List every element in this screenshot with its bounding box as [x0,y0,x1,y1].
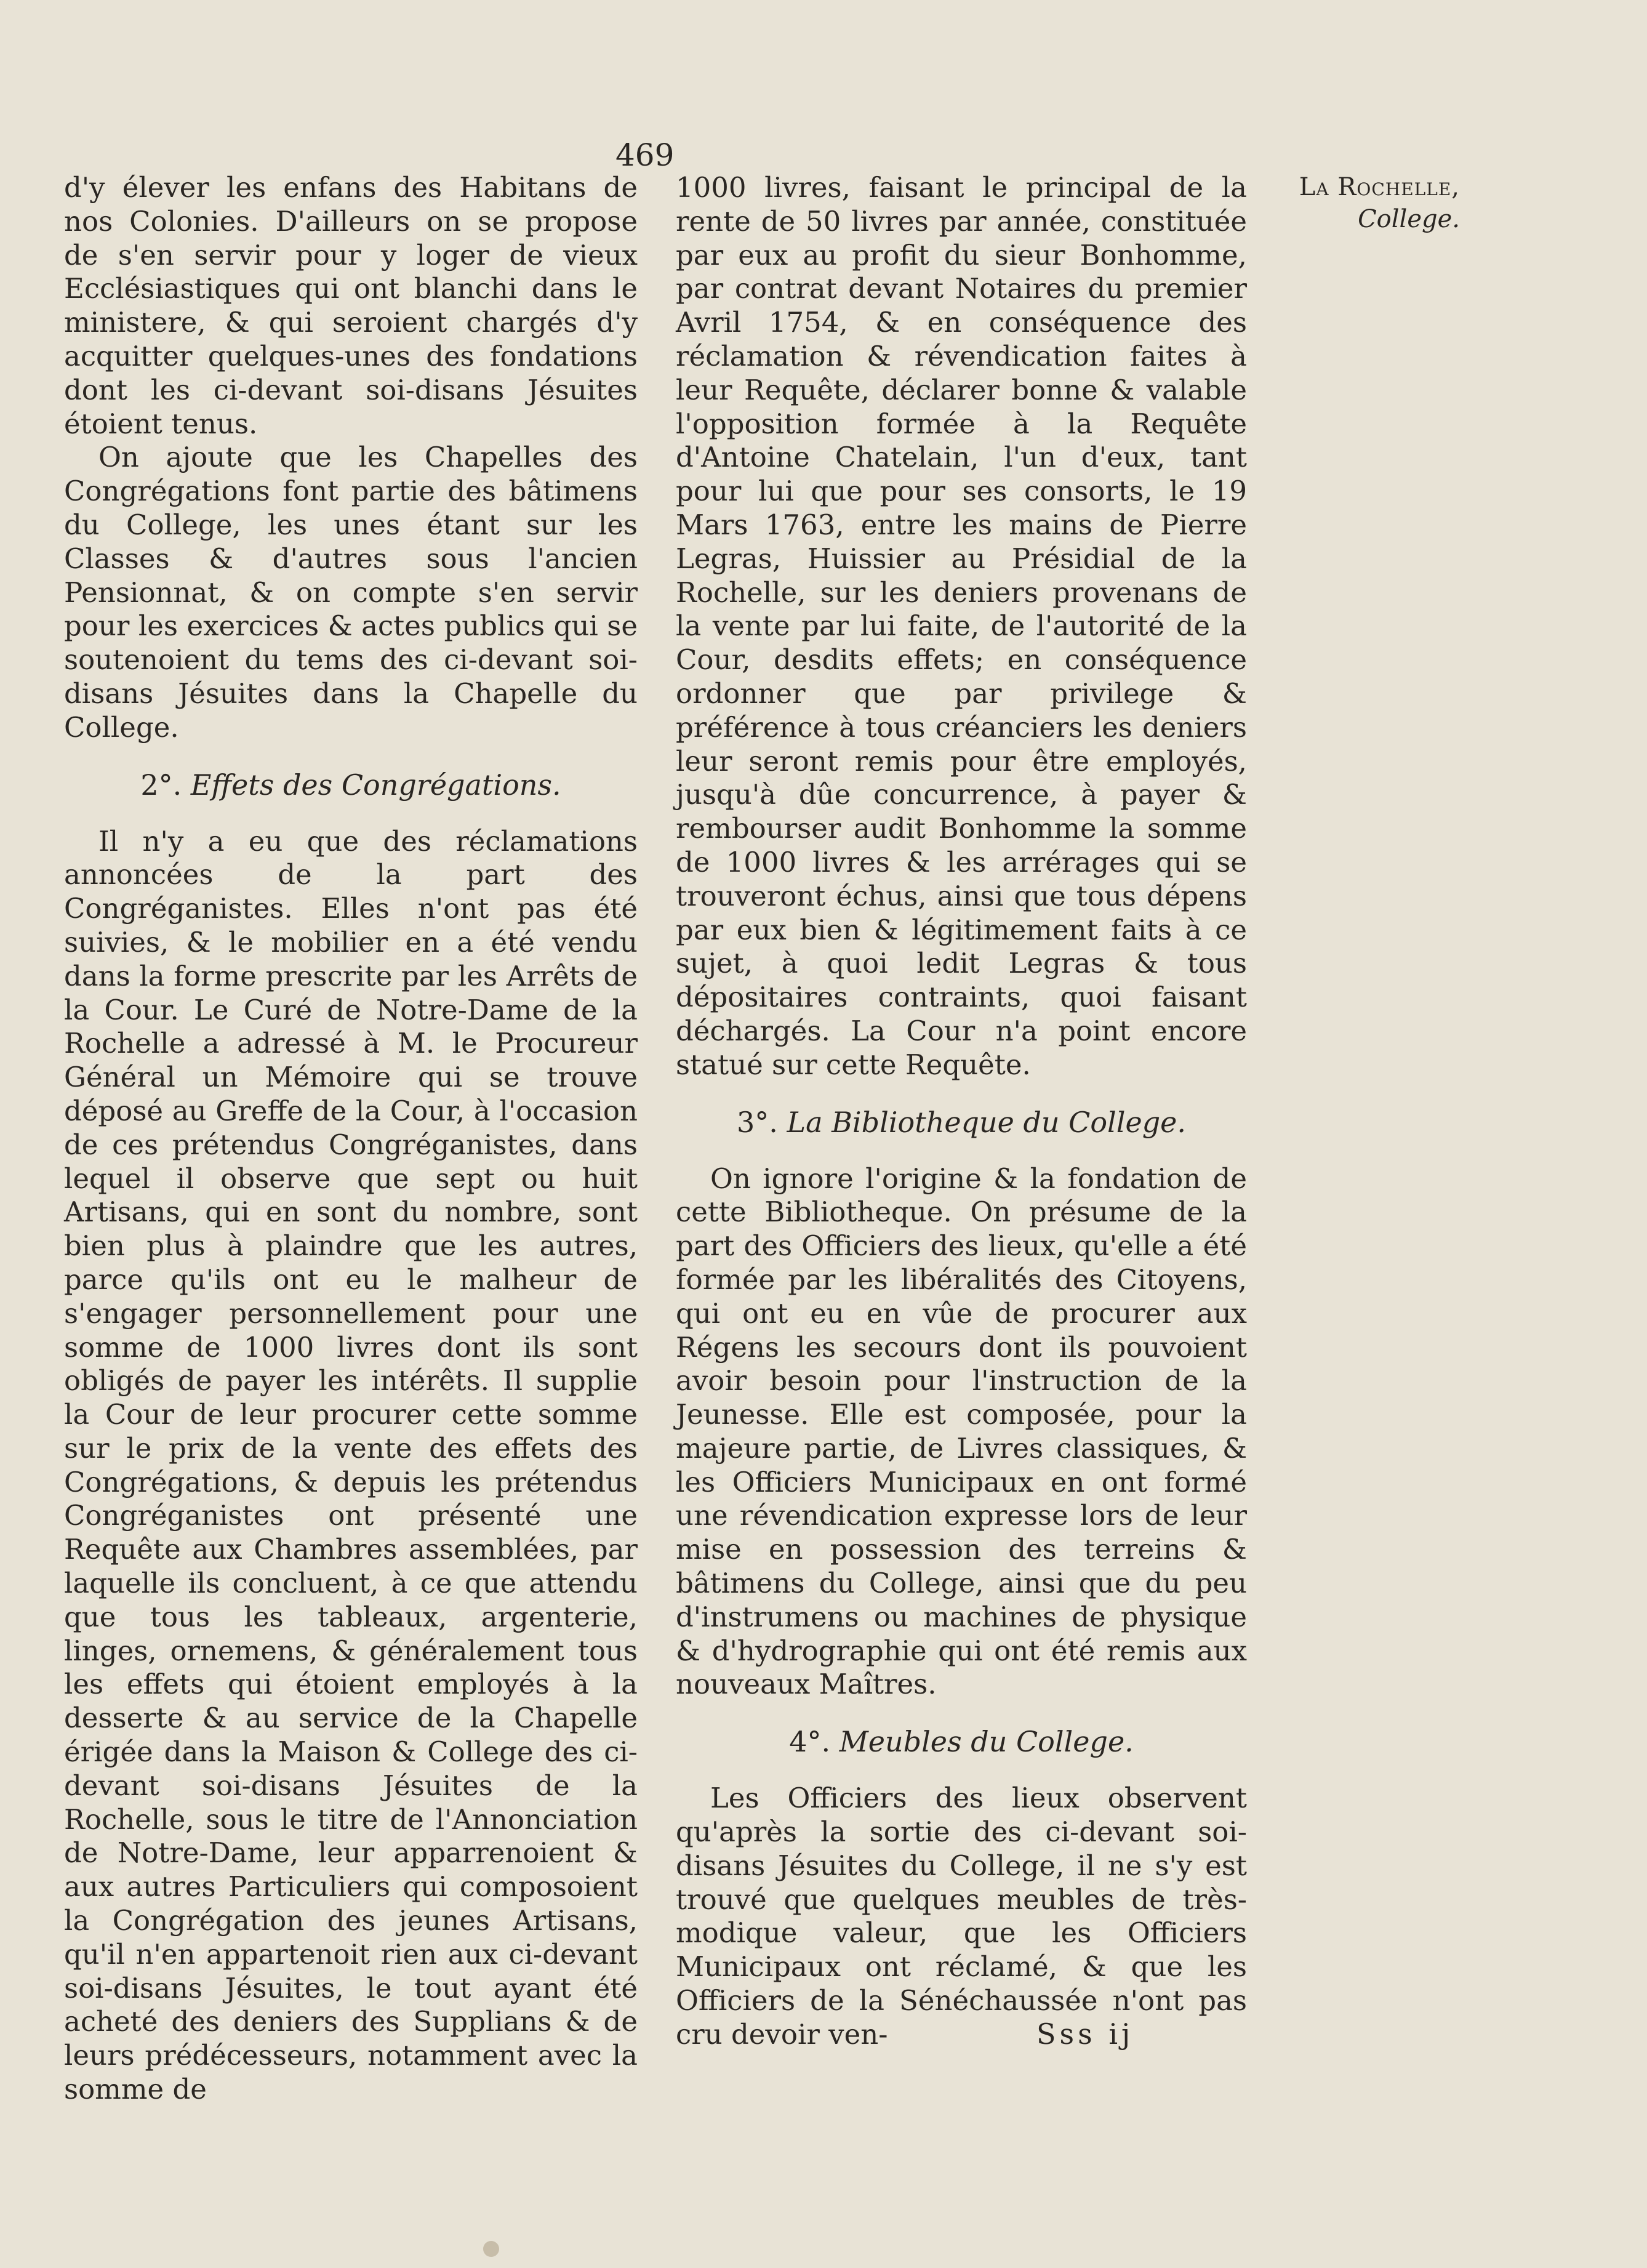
heading-title: Effets des Congrégations. [190,768,561,802]
section-heading-2 [64,763,638,806]
paragraph: On ignore l'origine & la fondation de cette Bibliotheque. On présume de la part des Officiers des lieux, qu'elle a été formée par les libéralités des Citoyens, qui ont eu en vûe de procurer aux Régens les secours dont ils pouvoient avoir besoin pour l'instruction de la Jeunesse. Elle est composée, pour la majeure partie, de Livres classiques, & les Officiers Municipaux en ont formé une révendication expresse lors de leur mise en possession des terreins & bâtimens du College, ainsi que du peu d'instrumens ou machines de physique & d'hydrographie qui ont été remis aux nouveaux Maîtres. [676,1162,1247,1701]
page-number: 469 [615,137,675,173]
right-column [676,171,1247,2052]
paragraph: On ajoute que les Chapelles des Congrégations font partie des bâtimens du College, les unes étant sur les Classes & d'autres sous l'ancien Pensionnat, & on compte s'en servir pour les exercices & actes publics qui se soutenoient du tems des ci-devant soi-disans Jésuites dans la Chapelle du College. [64,441,638,744]
left-column [64,171,638,2107]
paragraph: Il n'y a eu que des réclamations annoncées de la part des Congréganistes. Elles n'ont pas été suivies, & le mobilier en a été vendu dans la forme prescrite par les Arrêts de la Cour. Le Curé de Notre-Dame de la Rochelle a adressé à M. le Procureur Général un Mémoire qui se trouve déposé au Greffe de la Cour, à l'occasion de ces prétendus Congréganistes, dans lequel il observe que sept ou huit Artisans, qui en sont du nombre, sont bien plus à plaindre que les autres, parce qu'ils ont eu le malheur de s'engager personnellement pour une somme de 1000 livres dont ils sont obligés de payer les intérêts. Il supplie la Cour de leur procurer cette somme sur le prix de la vente des effets des Congrégations, & depuis les prétendus Congréganistes ont présenté une Requête aux Chambres assemblées, par laquelle ils concluent, à ce que attendu que tous les tableaux, argenterie, linges, ornemens, & généralement tous les effets qui étoient employés à la desserte & au service de la Chapelle érigée dans la Maison & College des ci-devant soi-disans Jésuites de la Rochelle, sous le titre de l'Annonciation de Notre-Dame, leur apparrenoient & aux autres Particuliers qui composoient la Congrégation des jeunes Artisans, qu'il n'en appartenoit rien aux ci-devant soi-disans Jésuites, le tout ayant été acheté des deniers des Supplians & de leurs prédécesseurs, notamment avec la somme de [64,824,638,2106]
margin-note-place: La Rochelle, [1299,173,1460,201]
paragraph: 1000 livres, faisant le principal de la rente de 50 livres par année, constituée par eux au profit du sieur Bonhomme, par contrat devant Notaires du premier Avril 1754, & en conséquence des réclamation & révendication faites à leur Requête, déclarer bonne & valable l'opposition formée à la Requête d'Antoine Chatelain, l'un d'eux, tant pour lui que pour ses consorts, le 19 Mars 1763, entre les mains de Pierre Legras, Huissier au Présidial de la Rochelle, sur les deniers provenans de la vente par lui faite, de l'autorité de la Cour, desdits effets; en conséquence ordonner que par privilege & préférence à tous créanciers les deniers leur seront remis pour être employés, jusqu'à dûe concurrence, à payer & rembourser audit Bonhomme la somme de 1000 livres & les arrérages qui se trouveront échus, ainsi que tous dépens par eux bien & légitimement faits à ce sujet, à quoi ledit Legras & tous dépositaires contraints, quoi faisant déchargés. La Cour n'a point encore statué sur cette Requête. [676,171,1247,1081]
paragraph: Les Officiers des lieux observent qu'après la sortie des ci-devant soi-disans Jésuites du College, il ne s'y est trouvé que quelques meubles de très-modique valeur, que les Officiers Municipaux ont réclamé, & que les Officiers de la Sénéchaussée n'ont pas cru devoir ven- [676,1782,1247,2051]
section-heading-3 [676,1101,1247,1144]
section-heading-4 [676,1720,1247,1763]
heading-number: 4°. [789,1725,831,1759]
margin-note-subject: College. [1358,205,1460,233]
paragraph: d'y élever les enfans des Habitans de nos Colonies. D'ailleurs on se propose de s'en servir pour y loger de vieux Ecclésiastiques qui ont blanchi dans le ministere, & qui seroient chargés d'y acquitter quelques-unes des fondations dont les ci-devant soi-disans Jésuites étoient tenus. [64,171,638,440]
heading-number: 2°. [140,768,182,802]
signature-mark: Sss ij [1036,2017,1134,2051]
heading-number: 3°. [737,1105,778,1139]
heading-title: Meubles du College. [839,1725,1134,1759]
margin-note [1263,171,1460,235]
paper-stain [483,2241,499,2257]
heading-title: La Bibliotheque du College. [787,1105,1186,1139]
